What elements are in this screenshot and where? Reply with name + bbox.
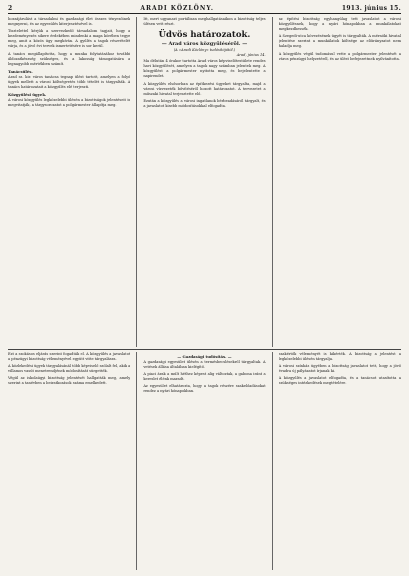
column-rule [272, 352, 273, 570]
right-paragraph: az építési bizottság egyhangúlag tett javaslatot a városi közgyűlésnek, hogy a nyári hónapokban a munkálatokat megkezdhessék. [278, 17, 401, 32]
right-paragraph: A Szegedi-utca kövezésének ügyét is tárgyalták. A mérnöki hivatal jelentése szerint a munkálatok költsége az előirányzatot nem haladja meg. [278, 34, 401, 49]
article-subhead: — Arad város közgyűlésérõl. — [161, 41, 248, 48]
article-headline: Üdvös határozatok. [158, 30, 251, 41]
bottom-paragraph: A gazdasági egyesület ülésén a termésbecslésekről tárgyaltak. A vetések állása általában kielégítő. [143, 360, 266, 370]
article-dateline: Arad, június 14. [236, 53, 266, 58]
newspaper-page [8, 5, 401, 566]
bottom-center-column [143, 352, 265, 570]
top-columns [8, 17, 401, 347]
bottom-paragraph: A közgyűlés a javaslatot elfogadta, és a tanácsot utasította a szükséges intézkedések megtételére. [278, 376, 401, 386]
bottom-left-column [8, 352, 130, 570]
left-column [8, 17, 130, 347]
section-title: — Gazdasági tudósítás. — [177, 354, 232, 359]
issue-date: 1913. június 15. [341, 5, 401, 12]
center-column [143, 17, 265, 347]
left-paragraph: Tisztelettel kérjük a szervezkedő társadalom tagjait, hogy a kezdeményezés sikere érdekében mindenki a maga körében tegye meg, amit a közös ügy megkíván. A gyűlés a tagok részvételét várja, és a jövő évi tervek ismertetésére is sor kerül. [8, 29, 131, 49]
horizontal-rule [8, 349, 401, 350]
page-number: 2 [8, 5, 13, 12]
center-intro: Itt, mert ugyanazt portálisan meghallgatásaikon a bizottság teljes ülésen vett részt. [143, 17, 266, 27]
bottom-paragraph: A közlekedési ügyek tárgyalásánál több képviselő szólalt fel, akik a villamos vasút menetrendjének módosítását sürgették. [8, 364, 131, 374]
article-paragraph: Ma délután 4 órakor tartotta Arad város képviselőtestülete rendes havi közgyűlését, amelyen a tagok nagy számban jelentek meg. A közgyűlést a polgármester nyitotta meg, és bejelentette a napirendet. [143, 59, 266, 79]
right-paragraph: A közgyűlés végül tudomásul vette a polgármester jelentését a város pénzügyi helyzetéről, és az ülést befejezettnek nyilvánította. [278, 51, 401, 61]
right-column [279, 17, 401, 347]
bottom-right-column [279, 352, 401, 570]
article-paragraph: Ezután a közgyűlés a városi ingatlanok bérbeadásáról tárgyalt, és a javaslatot kisebb módosításokkal elfogadta. [143, 98, 266, 108]
bottom-paragraph: szakértők véleményét is kikérték. A bizottság a jelentést a legközelebbi ülésén tárgyalja. [278, 352, 401, 362]
paper-name: ARADI KÖZLÖNY. [140, 5, 214, 12]
section-title: Tanácsülés. [8, 68, 33, 74]
column-rule [136, 17, 137, 347]
left-paragraph: A tanács megállapította, hogy a munka folytatásához további áldozatkészség szükséges, és a lakosság támogatására a legnagyobb mértékben számít. [8, 51, 131, 66]
bottom-paragraph: Az egyesület elhatározta, hogy a tagok részére szakelőadásokat rendez a nyári hónapokban. [143, 384, 266, 394]
article-byline: (A »Aradi Közlöny« tudósítójától.) [173, 48, 236, 53]
bottom-paragraph: Ezt a szokásos eljárás szerint fogadták el. A közgyűlés a javaslatot a pénzügyi bizottság véleményével együtt vitte tárgyalásra. [8, 352, 131, 362]
column-rule [272, 17, 273, 347]
section-text: Arad sz. kir. város tanácsa tegnap ülést tartott, amelyen a folyó ügyek mellett a városi költségvetés több tételét is tárgyalták. A tanács határozatait a közgyűlés elé terjeszti. [8, 74, 131, 90]
column-rule [136, 352, 137, 570]
bottom-columns [8, 352, 401, 570]
section-title: Közgyűlési ügyek. [8, 92, 47, 98]
bottom-paragraph: A városi színház ügyében a bizottság javaslatot tett, hogy a jövő évadra új pályázatot írjanak ki. [278, 364, 401, 374]
article-paragraph: A közgyűlés elsősorban az építkezési ügyeket tárgyalta, majd a városi vízvezeték bővítéséről hozott határozatot. A tervezetet a műszaki hivatal terjesztette elő. [143, 81, 266, 96]
bottom-paragraph: A piaci árak a múlt héthez képest alig változtak, a gabona iránt a kereslet élénk maradt. [143, 372, 266, 382]
bottom-paragraph: Végül az iskolaügyi bizottság jelentését hallgatták meg, amely szerint a tanévben a beiratkozások száma emelkedett. [8, 376, 131, 386]
masthead [8, 5, 401, 14]
left-paragraph: hozzájárulást a társadalmi és gazdasági élet összes tényezőinek megnyerni, és az egyesülés kiterjesztésével is. [8, 17, 131, 27]
section-text: A városi közgyűlés legközelebbi ülésén a bizottságok jelentéseit is megvitatják, a tárgysorozatot a polgármester állapítja meg. [8, 98, 131, 108]
